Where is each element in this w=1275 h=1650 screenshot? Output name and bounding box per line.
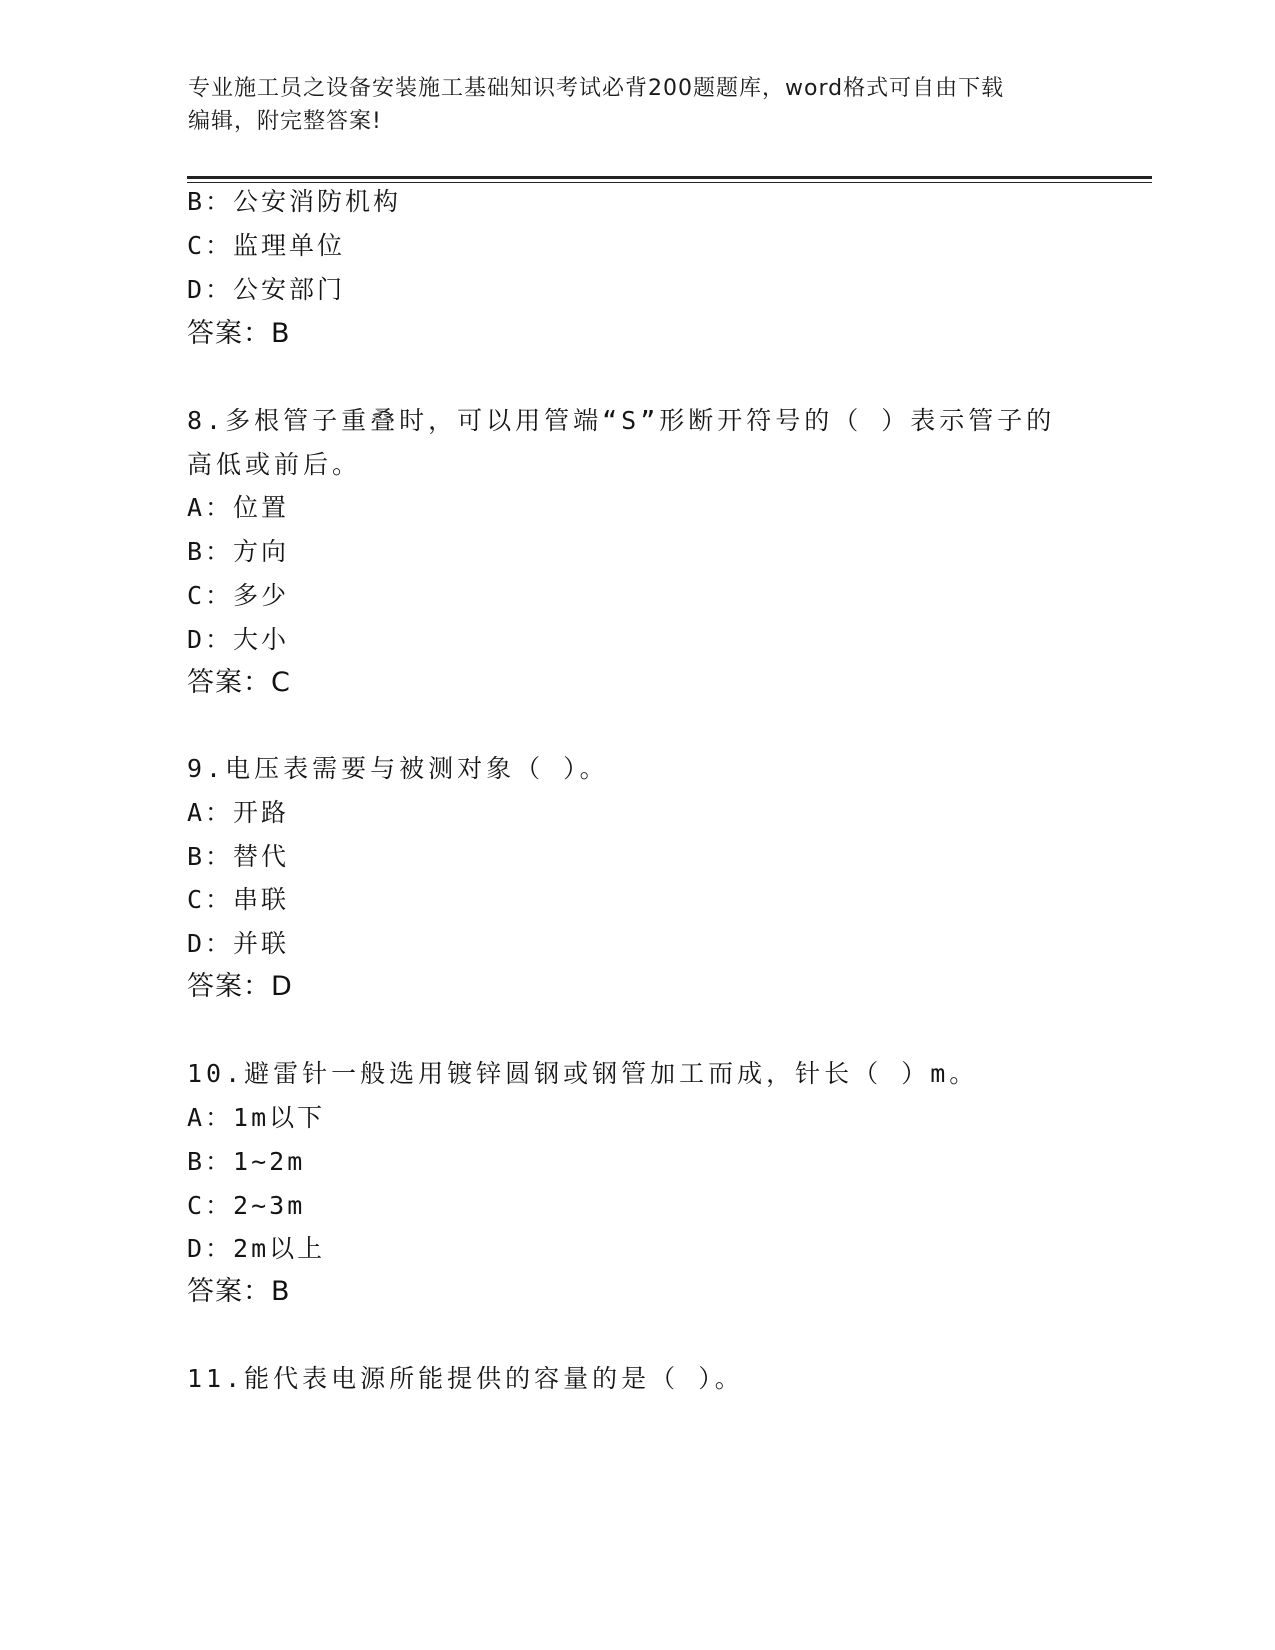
question-9-option-b: B：替代 xyxy=(187,842,290,871)
question-9-option-a: A：开路 xyxy=(187,798,290,827)
header-divider-thin xyxy=(187,182,1152,183)
question-8-option-b: B：方向 xyxy=(187,537,290,566)
question-8-option-c: C：多少 xyxy=(187,581,290,610)
question-10-option-d: D：2m以上 xyxy=(187,1234,326,1263)
header-title-line-2: 编辑，附完整答案! xyxy=(188,109,382,134)
question-9-option-d: D：并联 xyxy=(187,929,290,958)
header-title-line-1: 专业施工员之设备安装施工基础知识考试必背200题题库，word格式可自由下载 xyxy=(188,76,1005,101)
question-10-option-a: A：1m以下 xyxy=(187,1103,326,1132)
answer-line: 答案：B xyxy=(187,318,291,349)
question-9-stem: 9.电压表需要与被测对象（ ）。 xyxy=(187,754,609,783)
question-8-answer: 答案：C xyxy=(187,667,291,698)
option-b: B：公安消防机构 xyxy=(187,187,402,216)
option-d: D：公安部门 xyxy=(187,275,346,304)
question-10-stem: 10.避雷针一般选用镀锌圆钢或钢管加工而成，针长（ ）m。 xyxy=(187,1059,979,1088)
option-c: C：监理单位 xyxy=(187,231,346,260)
question-8-stem-line-1: 8.多根管子重叠时，可以用管端“S”形断开符号的（ ）表示管子的 xyxy=(187,406,1056,435)
document-header xyxy=(188,72,1088,138)
question-8-option-a: A：位置 xyxy=(187,493,290,522)
question-11-stem: 11.能代表电源所能提供的容量的是（ ）。 xyxy=(187,1364,744,1393)
question-10-option-b: B：1~2m xyxy=(187,1147,306,1176)
question-10-answer: 答案：B xyxy=(187,1276,291,1307)
question-9-answer: 答案：D xyxy=(187,971,293,1002)
question-10-option-c: C：2~3m xyxy=(187,1191,306,1220)
header-divider-thick xyxy=(187,176,1152,179)
question-8-option-d: D：大小 xyxy=(187,625,290,654)
question-8-stem-line-2: 高低或前后。 xyxy=(187,450,362,479)
question-9-option-c: C：串联 xyxy=(187,885,290,914)
